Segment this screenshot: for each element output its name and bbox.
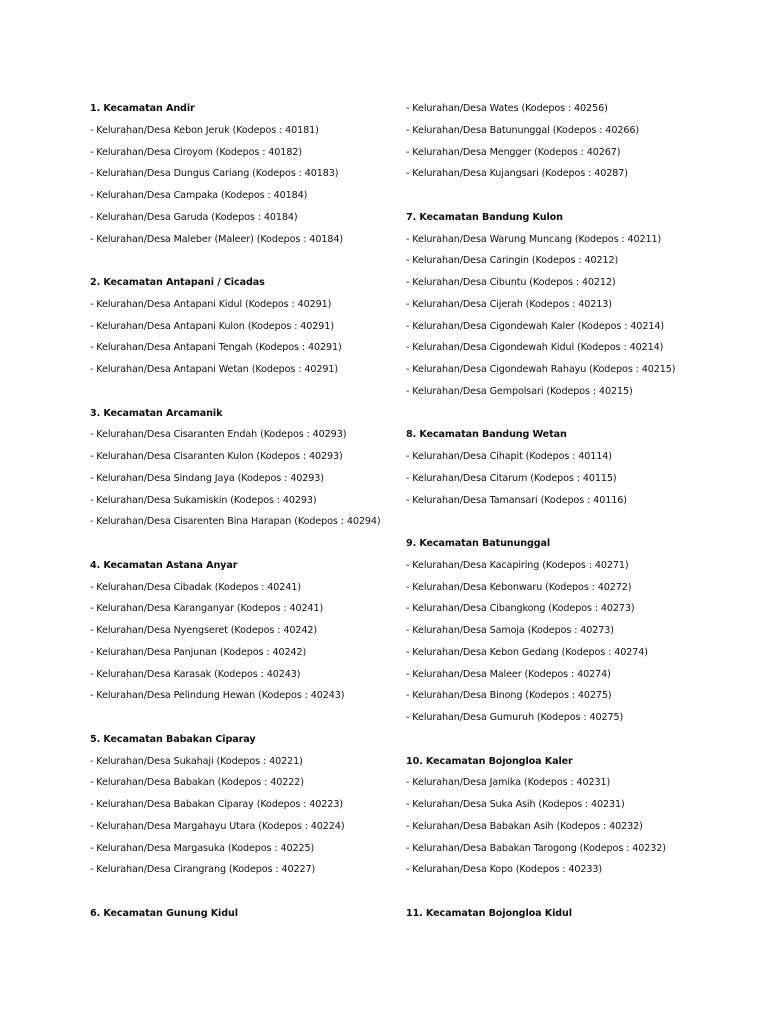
village-list-item: - Kelurahan/Desa Campaka (Kodepos : 40184) <box>90 190 308 201</box>
village-list-item: - Kelurahan/Desa Cigondewah Rahayu (Kodepos : 40215) <box>406 364 676 375</box>
blank-line <box>90 250 390 272</box>
blank-line <box>90 881 390 903</box>
village-list-item: - Kelurahan/Desa Cibuntu (Kodepos : 40212) <box>406 277 616 288</box>
village-list-item: - Kelurahan/Desa Cibadak (Kodepos : 40241) <box>90 581 301 593</box>
village-list-item: - Kelurahan/Desa Karanganyar (Kodepos : 40241) <box>90 603 324 615</box>
village-list-item: - Kelurahan/Desa Cijerah (Kodepos : 40213) <box>406 298 612 310</box>
district-heading: 6. Kecamatan Gunung Kidul <box>90 907 238 919</box>
village-list-item: - Kelurahan/Desa Sukahaji (Kodepos : 40221) <box>90 755 303 767</box>
village-list-item: - Kelurahan/Desa Babakan (Kodepos : 40222) <box>90 777 304 789</box>
blank-line <box>90 381 390 403</box>
village-list-item: - Kelurahan/Desa Maleber (Maleer) (Kodepos : 40184) <box>90 233 343 245</box>
district-heading: 4. Kecamatan Astana Anyar <box>90 559 238 571</box>
blank-line <box>406 511 746 533</box>
left-column <box>90 98 390 925</box>
village-list-item: - Kelurahan/Desa Sindang Jaya (Kodepos : 40293) <box>90 472 324 484</box>
village-list-item: - Kelurahan/Desa Margasuka (Kodepos : 40225) <box>90 842 315 854</box>
village-list-item: - Kelurahan/Desa Garuda (Kodepos : 40184) <box>90 211 298 223</box>
village-list-item: - Kelurahan/Desa Ciroyom (Kodepos : 40182) <box>90 146 302 158</box>
village-list-item: - Kelurahan/Desa Kopo (Kodepos : 40233) <box>406 864 603 876</box>
village-list-item: - Kelurahan/Desa Margahayu Utara (Kodepos : 40224) <box>90 820 345 832</box>
district-heading: 10. Kecamatan Bojongloa Kaler <box>406 755 573 767</box>
village-list-item: - Kelurahan/Desa Cisarenten Bina Harapan (Kodepos : 40294) <box>90 516 381 528</box>
village-list-item: - Kelurahan/Desa Kebon Jeruk (Kodepos : 40181) <box>90 124 319 136</box>
village-list-item: - Kelurahan/Desa Sukamiskin (Kodepos : 40293) <box>90 494 317 506</box>
village-list-item: - Kelurahan/Desa Antapani Kulon (Kodepos : 40291) <box>90 320 334 332</box>
village-list-item: - Kelurahan/Desa Kebonwaru (Kodepos : 40272) <box>406 581 632 593</box>
village-list-item: - Kelurahan/Desa Pelindung Hewan (Kodepos : 40243) <box>90 690 345 702</box>
village-list-item: - Kelurahan/Desa Dungus Cariang (Kodepos : 40183) <box>90 168 339 180</box>
district-heading: 7. Kecamatan Bandung Kulon <box>406 211 563 223</box>
blank-line <box>406 729 746 751</box>
village-list-item: - Kelurahan/Desa Cigondewah Kaler (Kodepos : 40214) <box>406 320 664 332</box>
village-list-item: - Kelurahan/Desa Kujangsari (Kodepos : 40287) <box>406 168 628 180</box>
village-list-item: - Kelurahan/Desa Nyengseret (Kodepos : 40242) <box>90 625 318 636</box>
district-heading: 9. Kecamatan Batununggal <box>406 538 551 549</box>
district-heading: 2. Kecamatan Antapani / Cicadas <box>90 277 265 288</box>
village-list-item: - Kelurahan/Desa Cisaranten Kulon (Kodepos : 40293) <box>90 451 343 462</box>
village-list-item: - Kelurahan/Desa Kebon Gedang (Kodepos : 40274) <box>406 646 648 658</box>
village-list-item: - Kelurahan/Desa Cibangkong (Kodepos : 40273) <box>406 603 635 615</box>
village-list-item: - Kelurahan/Desa Panjunan (Kodepos : 40242) <box>90 646 307 658</box>
village-list-item: - Kelurahan/Desa Gempolsari (Kodepos : 40215) <box>406 385 633 397</box>
village-list-item: - Kelurahan/Desa Antapani Tengah (Kodepos : 40291) <box>90 342 342 354</box>
blank-line <box>406 881 746 903</box>
village-list-item: - Kelurahan/Desa Babakan Asih (Kodepos : 40232) <box>406 820 643 832</box>
village-list-item: - Kelurahan/Desa Cirangrang (Kodepos : 40227) <box>90 864 316 876</box>
blank-line <box>406 403 746 425</box>
village-list-item: - Kelurahan/Desa Caringin (Kodepos : 40212) <box>406 255 619 267</box>
village-list-item: - Kelurahan/Desa Kacapiring (Kodepos : 40271) <box>406 559 629 571</box>
blank-line <box>406 185 746 207</box>
village-list-item: - Kelurahan/Desa Jamika (Kodepos : 40231) <box>406 777 611 789</box>
village-list-item: - Kelurahan/Desa Samoja (Kodepos : 40273) <box>406 625 614 636</box>
village-list-item: - Kelurahan/Desa Cigondewah Kidul (Kodepos : 40214) <box>406 342 664 354</box>
district-heading: 5. Kecamatan Babakan Ciparay <box>90 733 256 745</box>
district-heading: 8. Kecamatan Bandung Wetan <box>406 429 567 441</box>
village-list-item: - Kelurahan/Desa Gumuruh (Kodepos : 40275) <box>406 712 624 723</box>
village-list-item: - Kelurahan/Desa Warung Muncang (Kodepos : 40211) <box>406 233 662 245</box>
village-list-item: - Kelurahan/Desa Citarum (Kodepos : 40115) <box>406 472 617 484</box>
village-list-item: - Kelurahan/Desa Suka Asih (Kodepos : 40231) <box>406 799 625 810</box>
village-list-item: - Kelurahan/Desa Tamansari (Kodepos : 40116) <box>406 494 627 506</box>
district-heading: 11. Kecamatan Bojongloa Kidul <box>406 907 572 919</box>
village-list-item: - Kelurahan/Desa Babakan Tarogong (Kodepos : 40232) <box>406 842 666 854</box>
village-list-item: - Kelurahan/Desa Babakan Ciparay (Kodepos : 40223) <box>90 799 343 810</box>
village-list-item: - Kelurahan/Desa Antapani Wetan (Kodepos : 40291) <box>90 364 338 375</box>
blank-line <box>90 707 390 729</box>
village-list-item: - Kelurahan/Desa Cihapit (Kodepos : 40114) <box>406 451 612 462</box>
village-list-item: - Kelurahan/Desa Batununggal (Kodepos : 40266) <box>406 124 639 136</box>
blank-line <box>90 533 390 555</box>
village-list-item: - Kelurahan/Desa Antapani Kidul (Kodepos : 40291) <box>90 298 332 310</box>
right-column <box>406 98 746 925</box>
village-list-item: - Kelurahan/Desa Cisaranten Endah (Kodepos : 40293) <box>90 429 347 441</box>
village-list-item: - Kelurahan/Desa Wates (Kodepos : 40256) <box>406 103 608 114</box>
district-heading: 3. Kecamatan Arcamanik <box>90 407 223 419</box>
district-heading: 1. Kecamatan Andir <box>90 103 195 114</box>
village-list-item: - Kelurahan/Desa Karasak (Kodepos : 40243) <box>90 668 301 680</box>
village-list-item: - Kelurahan/Desa Maleer (Kodepos : 40274) <box>406 668 611 680</box>
village-list-item: - Kelurahan/Desa Binong (Kodepos : 40275) <box>406 690 612 702</box>
village-list-item: - Kelurahan/Desa Mengger (Kodepos : 40267) <box>406 146 621 158</box>
